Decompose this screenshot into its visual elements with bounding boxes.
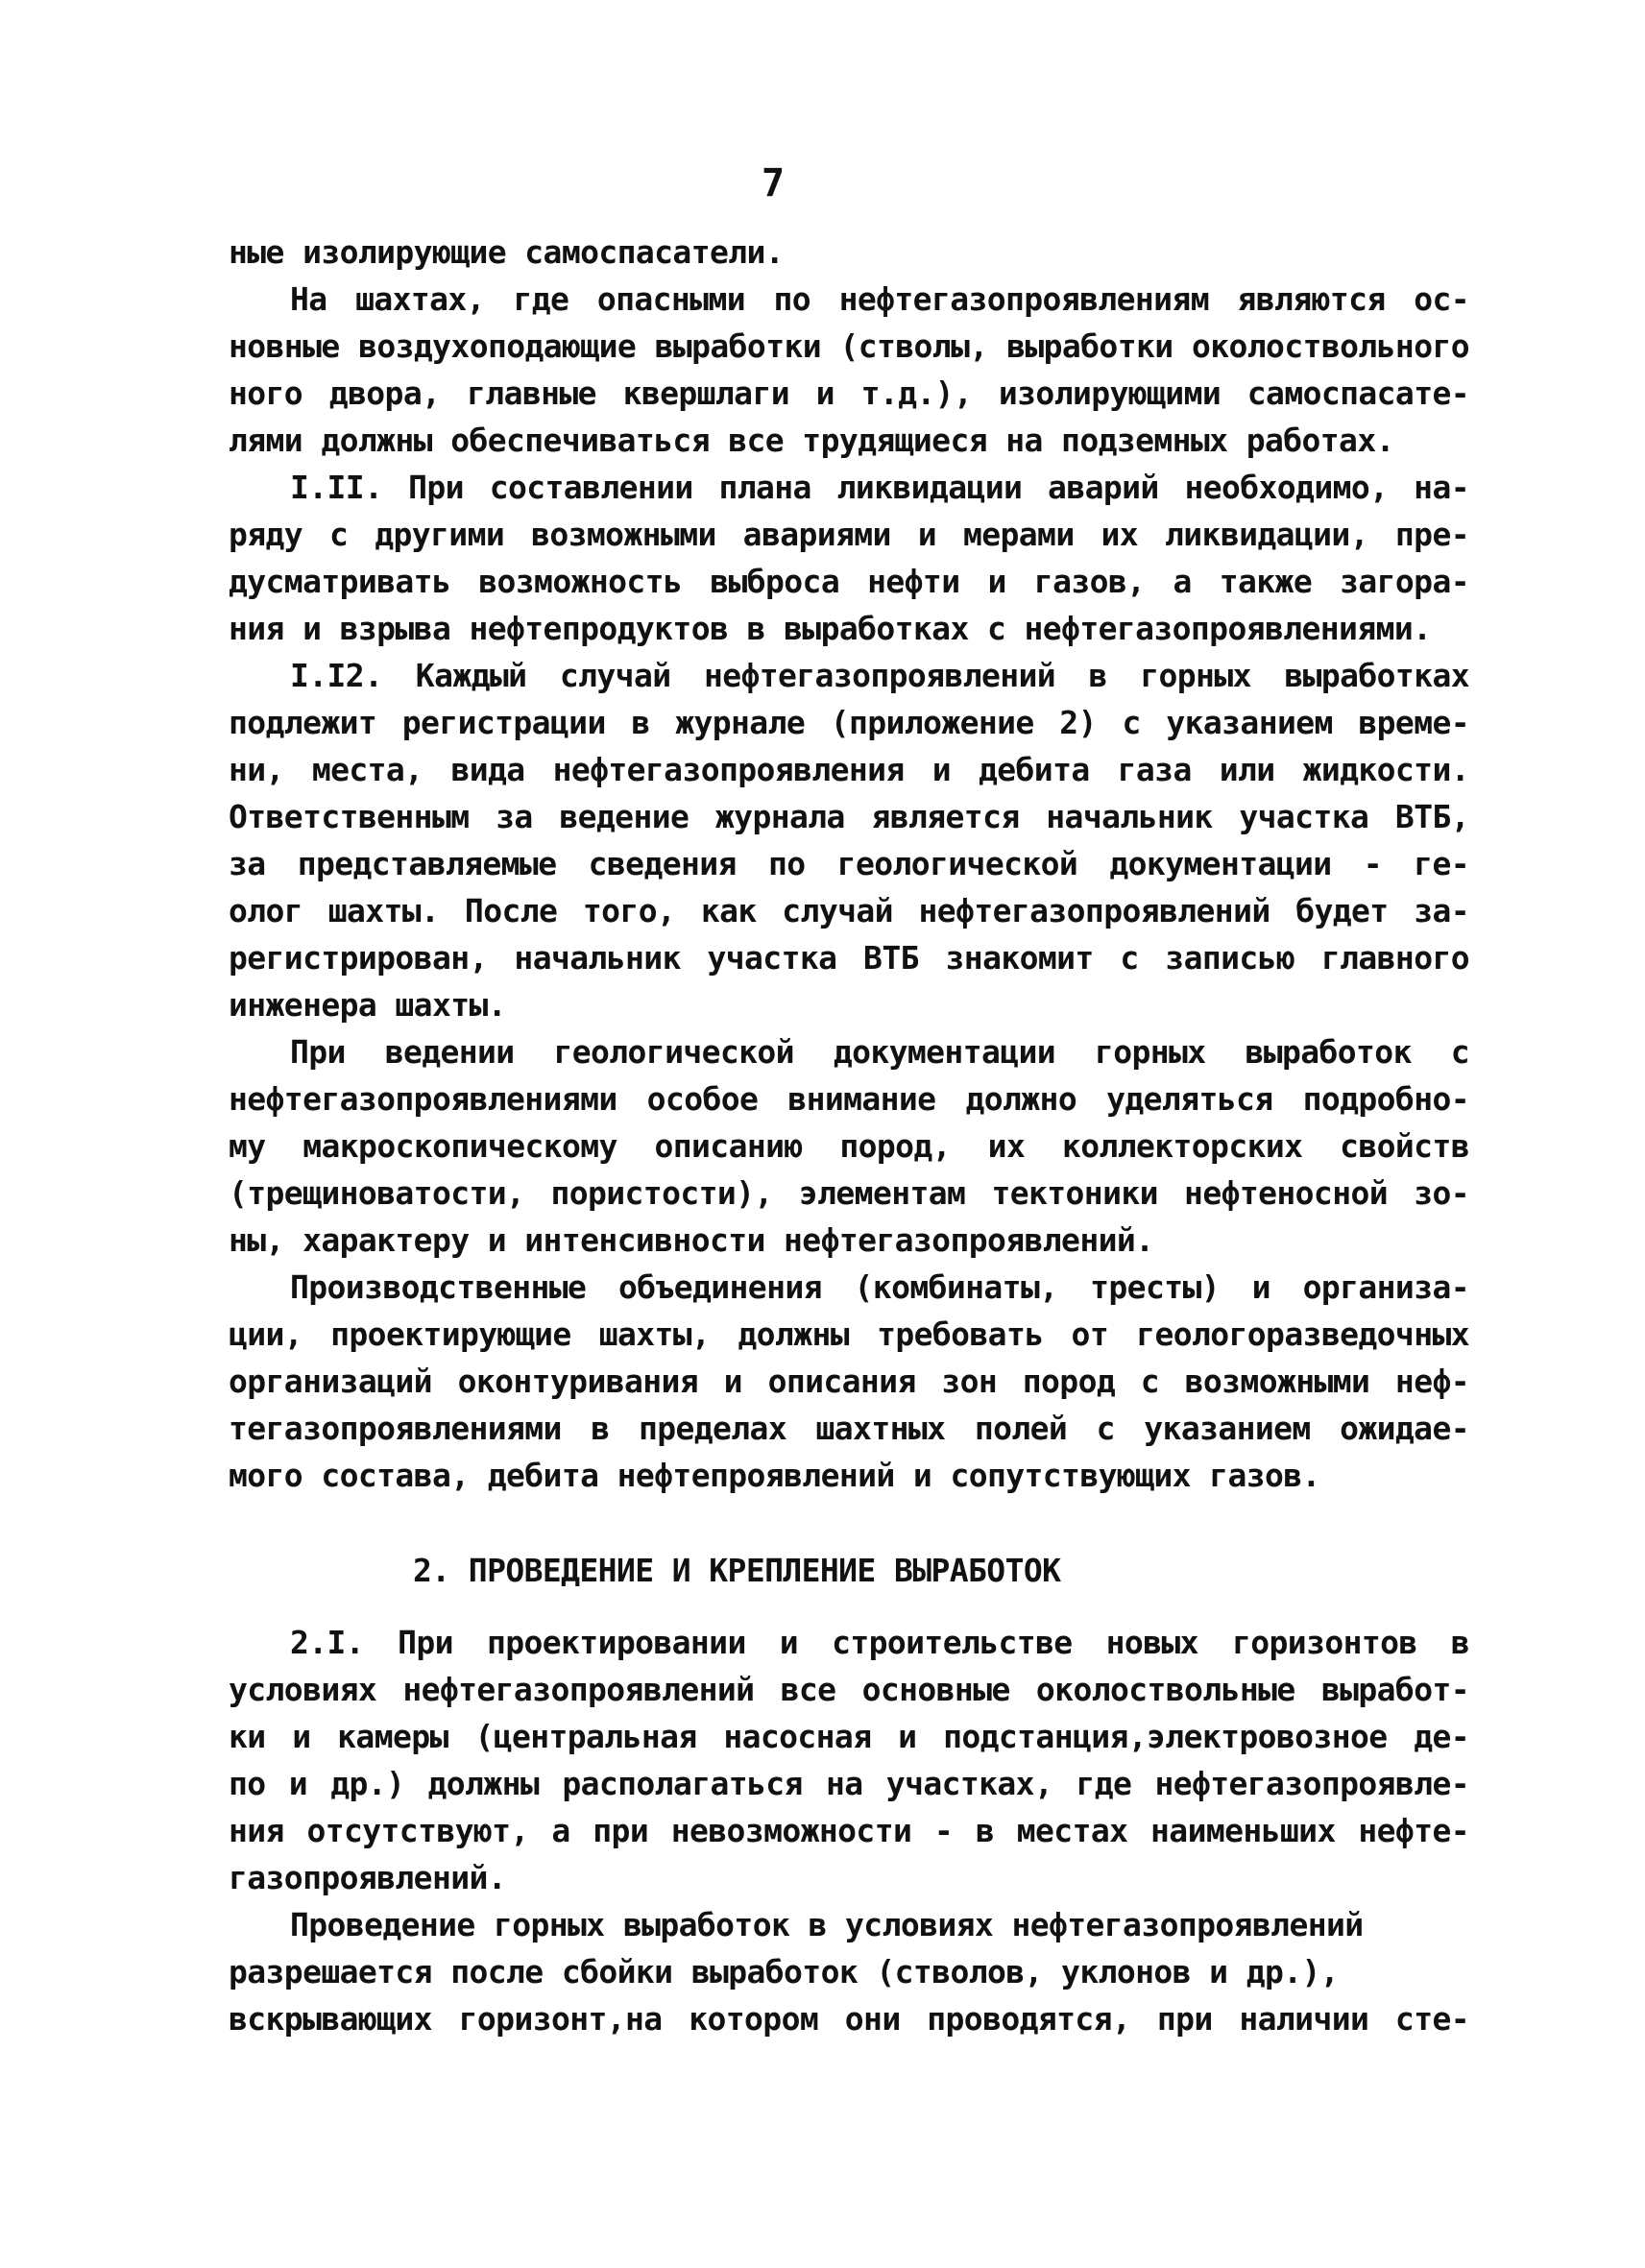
section-gap [229,1499,1469,1547]
section-gap [229,1594,1469,1619]
paragraph-start-line: Производственные объединения (комбинаты, тресты) и организа- [290,1268,1469,1306]
clause-1-11-line: I.II. При составлении плана ликвидации аварий необходимо, на- [290,469,1469,506]
text-line: вскрывающих горизонт,на котором они проводятся, при наличии сте- [229,2000,1469,2038]
text-line: нефтегазопроявлениями особое внимание должно уделяться подробно- [229,1080,1469,1118]
text-line: ки и камеры (центральная насосная и подстанция,электровозное де- [229,1718,1469,1755]
text-line: по и др.) должны располагаться на участках, где нефтегазопроявле- [229,1765,1469,1802]
text-line: газопроявлений. [229,1859,507,1896]
text-line: му макроскопическому описанию пород, их коллекторских свойств [229,1127,1469,1165]
clause-1-12-line: I.I2. Каждый случай нефтегазопроявлений в горных выработках [290,657,1469,694]
text-line: Ответственным за ведение журнала является начальник участка ВТБ, [229,798,1469,835]
section-heading: 2. ПРОВЕДЕНИЕ И КРЕПЛЕНИЕ ВЫРАБОТОК [413,1552,1061,1589]
text-line: организаций оконтуривания и описания зон пород с возможными неф- [229,1363,1469,1400]
text-line: ные изолирующие самоспасатели. [229,233,785,271]
body-text [229,229,1469,2042]
text-line: ного двора, главные квершлаги и т.д.), изолирующими самоспасате- [229,374,1469,412]
clause-2-1-line: 2.I. При проектировании и строительстве новых горизонтов в [290,1624,1469,1661]
paragraph-start-line: Проведение горных выработок в условиях нефтегазопроявлений [290,1906,1364,1943]
text-line: ни, места, вида нефтегазопроявления и дебита газа или жидкости. [229,751,1469,788]
text-line: ряду с другими возможными авариями и мерами их ликвидации, пре- [229,516,1469,553]
text-line: ны, характеру и интенсивности нефтегазопроявлений. [229,1221,1154,1259]
text-line: условиях нефтегазопроявлений все основные околоствольные выработ- [229,1671,1469,1708]
text-line: ния отсутствуют, а при невозможности - в местах наименьших нефте- [229,1812,1469,1849]
text-line: мого состава, дебита нефтепроявлений и сопутствующих газов. [229,1457,1320,1494]
text-line: за представляемые сведения по геологической документации - ге- [229,845,1469,882]
text-line: разрешается после сбойки выработок (стволов, уклонов и др.), [229,1953,1340,1991]
paragraph-start-line: При ведении геологической документации горных выработок с [290,1033,1469,1071]
page-number: 7 [761,161,786,205]
text-line: ния и взрыва нефтепродуктов в выработках с нефтегазопроявлениями. [229,610,1432,647]
text-line: регистрирован, начальник участка ВТБ знакомит с записью главного [229,939,1469,977]
text-line: инженера шахты. [229,986,507,1024]
text-line: тегазопроявлениями в пределах шахтных полей с указанием ожидае- [229,1410,1469,1447]
text-line: ции, проектирующие шахты, должны требовать от геологоразведочных [229,1315,1469,1353]
text-line: лями должны обеспечиваться все трудящиеся на подземных работах. [229,422,1394,459]
text-line: олог шахты. После того, как случай нефтегазопроявлений будет за- [229,892,1469,929]
text-line: (трещиноватости, пористости), элементам тектоники нефтеносной зо- [229,1174,1469,1212]
paragraph-start-line: На шахтах, где опасными по нефтегазопроявлениям являются ос- [290,280,1469,318]
text-line: подлежит регистрации в журнале (приложение 2) с указанием време- [229,704,1469,741]
text-line: новные воздухоподающие выработки (стволы, выработки околоствольного [229,327,1469,365]
text-line: дусматривать возможность выброса нефти и газов, а также загора- [229,563,1469,600]
